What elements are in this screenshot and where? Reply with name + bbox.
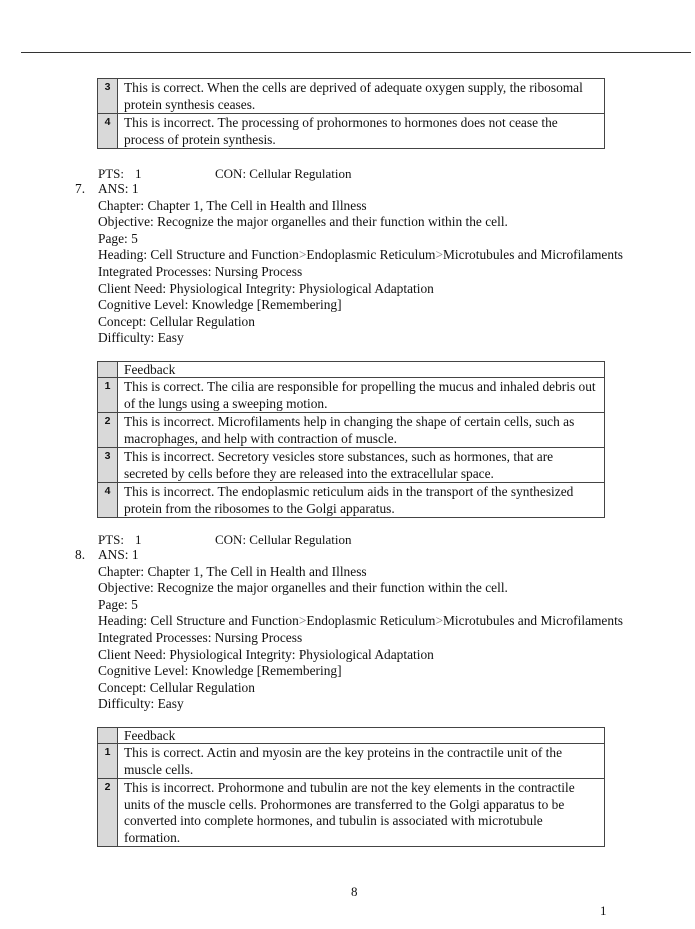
row-number: 3 — [98, 79, 118, 114]
feedback-text: This is correct. The cilia are responsible for propelling the mucus and inhaled debris out of the lungs using a sweeping motion. — [118, 378, 605, 413]
integrated-processes: Integrated Processes: Nursing Process — [98, 263, 303, 279]
pts-value: 1 — [135, 532, 142, 547]
client-need: Client Need: Physiological Integrity: Physiological Adaptation — [98, 280, 434, 296]
feedback-text: This is incorrect. The processing of prohormones to hormones does not cease the process of protein synthesis. — [118, 114, 605, 149]
feedback-header: Feedback — [118, 728, 605, 744]
table-row — [98, 114, 605, 149]
objective: Objective: Recognize the major organelles and their function within the cell. — [98, 214, 508, 230]
concept: Concept: Cellular Regulation — [98, 313, 255, 329]
feedback-text: This is correct. Actin and myosin are the key proteins in the contractile unit of the muscle cells. — [118, 744, 605, 779]
table-row — [98, 744, 605, 779]
feedback-text: This is incorrect. The endoplasmic reticulum aids in the transport of the synthesized protein from the ribosomes to the Golgi apparatus. — [118, 483, 605, 518]
page-ref: Page: 5 — [98, 596, 138, 612]
table-header-row — [98, 362, 605, 378]
header-rule — [21, 52, 691, 53]
pts-label: PTS: — [98, 166, 125, 181]
cognitive-level: Cognitive Level: Knowledge [Remembering] — [98, 663, 342, 679]
feedback-text: This is incorrect. Microfilaments help in changing the shape of certain cells, such as macrophages, and help with contraction of muscle. — [118, 413, 605, 448]
table-row — [98, 378, 605, 413]
row-number: 3 — [98, 448, 118, 483]
pts-label: PTS: — [98, 532, 125, 547]
chapter: Chapter: Chapter 1, The Cell in Health and Illness — [98, 563, 367, 579]
integrated-processes: Integrated Processes: Nursing Process — [98, 629, 303, 645]
table-row — [98, 779, 605, 847]
question-7-metadata — [98, 181, 678, 347]
cognitive-level: Cognitive Level: Knowledge [Remembering] — [98, 297, 342, 313]
con-label: CON: Cellular Regulation — [215, 166, 352, 181]
chapter: Chapter: Chapter 1, The Cell in Health and Illness — [98, 197, 367, 213]
answer: ANS: 1 — [98, 181, 139, 196]
table-row — [98, 483, 605, 518]
heading: Heading: Cell Structure and Function>Endoplasmic Reticulum>Microtubules and Microfilaments — [98, 613, 624, 629]
concept: Concept: Cellular Regulation — [98, 679, 255, 695]
objective: Objective: Recognize the major organelles and their function within the cell. — [98, 580, 508, 596]
client-need: Client Need: Physiological Integrity: Physiological Adaptation — [98, 646, 434, 662]
row-number: 1 — [98, 378, 118, 413]
answer: ANS: 1 — [98, 547, 139, 562]
con-label: CON: Cellular Regulation — [215, 532, 352, 547]
feedback-header: Feedback — [118, 362, 605, 378]
row-number: 2 — [98, 413, 118, 448]
table-row — [98, 448, 605, 483]
page-number: 8 — [351, 884, 358, 899]
row-number: 1 — [98, 744, 118, 779]
feedback-text: This is correct. When the cells are deprived of adequate oxygen supply, the ribosomal protein synthesis ceases. — [118, 79, 605, 114]
page-ref: Page: 5 — [98, 230, 138, 246]
question-8-metadata — [98, 547, 678, 713]
difficulty: Difficulty: Easy — [98, 330, 184, 346]
row-number: 2 — [98, 779, 118, 847]
question-number: 8. — [75, 547, 86, 562]
row-number: 4 — [98, 114, 118, 149]
feedback-table-q8 — [97, 727, 605, 847]
row-number: 4 — [98, 483, 118, 518]
feedback-text: This is incorrect. Prohormone and tubulin are not the key elements in the contractile units of the muscle cells. Prohormones are transferred to the Golgi apparatus to be converted into complete hormones, and tubulin is associated with microtubule formation. — [118, 779, 605, 847]
pts-line — [98, 166, 352, 182]
question-number: 7. — [75, 181, 86, 196]
table-row — [98, 79, 605, 114]
pts-value: 1 — [135, 166, 142, 181]
corner-number: 1 — [600, 903, 607, 918]
difficulty: Difficulty: Easy — [98, 696, 184, 712]
table-header-row — [98, 728, 605, 744]
heading: Heading: Cell Structure and Function>Endoplasmic Reticulum>Microtubules and Microfilaments — [98, 247, 624, 263]
table-row — [98, 413, 605, 448]
feedback-table-q7 — [97, 361, 605, 518]
feedback-text: This is incorrect. Secretory vesicles store substances, such as hormones, that are secreted by cells before they are released into the extracellular space. — [118, 448, 605, 483]
feedback-table-previous — [97, 78, 605, 149]
pts-line — [98, 532, 352, 548]
